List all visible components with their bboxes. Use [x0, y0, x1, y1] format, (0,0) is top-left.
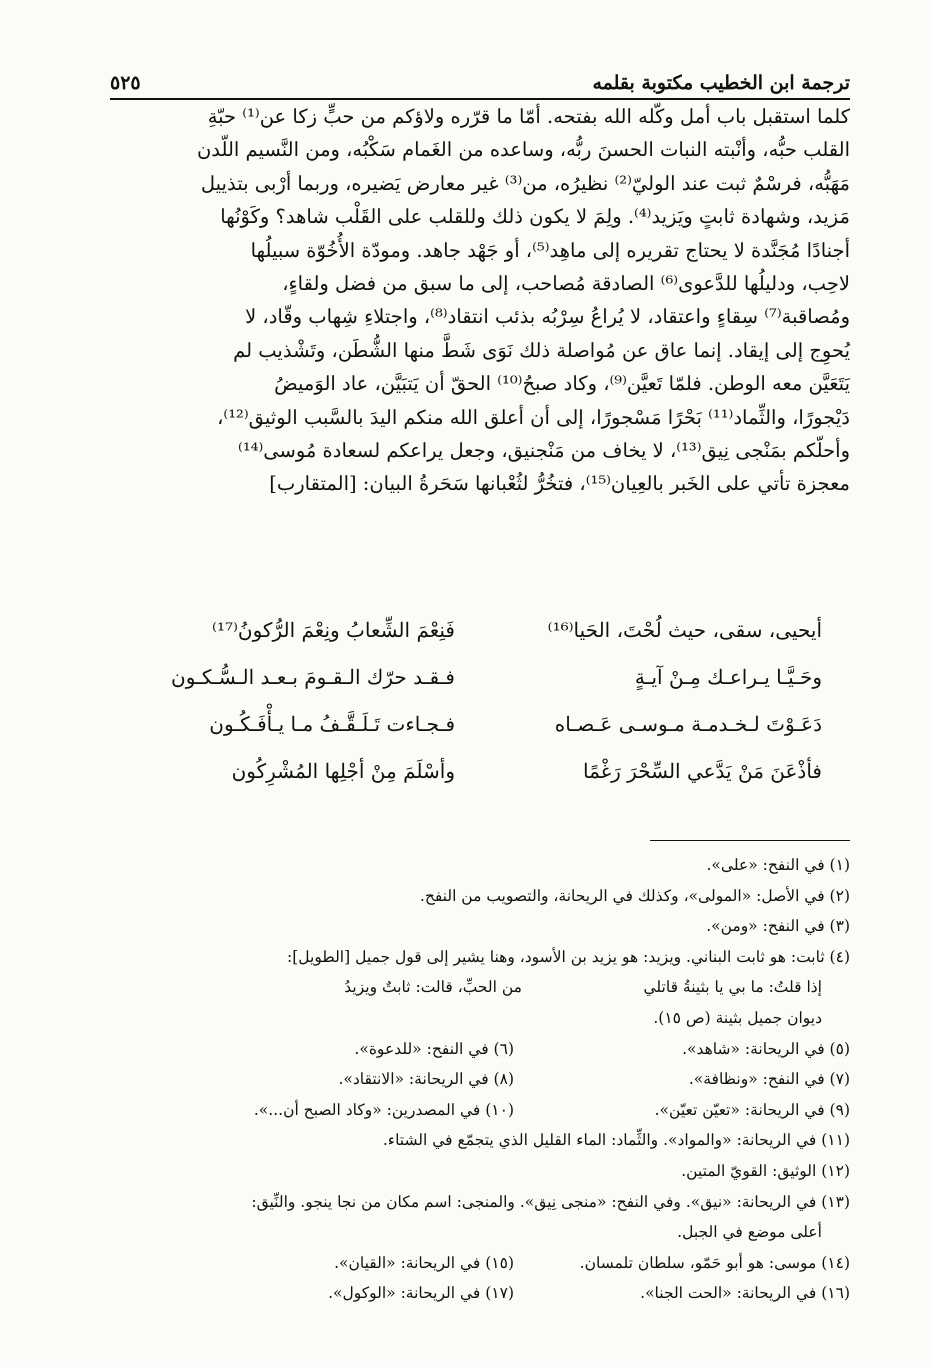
footnote: (٦) في النفح: «للدعوة».: [354, 1039, 514, 1058]
prose-line: ومُصاقبة⁽⁷⁾ سِقاءٍ واعتقاد، لا يُراعُ سِرْبُه بذئب انتقاد⁽⁸⁾، واجتلاءِ شِهاب وقّاد، لا: [245, 305, 850, 329]
prose-line: يُحوِج إلى إيقاد. إنما عاق عن مُواصلة ذلك نَوَى شَطَّ منها الشُّطَن، وتَشْذيب لم: [233, 338, 850, 362]
footnote: (٧) في النفح: «ونظافة».: [688, 1070, 850, 1089]
footnote: (١٢) الوثيق: القويّ المتين.: [681, 1161, 850, 1180]
footnote-verse-first: إذا قلتُ: ما بي يا بثينةُ قاتلي: [643, 978, 822, 997]
footnote: (٥) في الريحانة: «شاهد».: [682, 1039, 850, 1058]
verse-second-hemistich: فـقـد حرّك الـقـومَ بـعـد الـسُّـكـون: [171, 664, 455, 689]
prose-line: دَيْجورًا، والثِّماد⁽¹¹⁾ بَحْرًا مَسْجورًا، إلى أن أعلق الله منكم اليدَ بالسَّبب الوثيق⁽¹²⁾،: [217, 405, 850, 429]
footnote: (١٣) في الريحانة: «نيق». وفي النفح: «منجى نِيق». والمنجى: اسم مكان من نجا ينجو. والنِّيق:: [251, 1192, 850, 1211]
footnote: (٣) في النفح: «ومن».: [706, 917, 850, 936]
poem-verse: [125, 700, 822, 747]
prose-line: كلما استقبل باب أمل وكّله الله بفتحه. أمّا ما قرّره ولاؤكم من حبٍّ زكا عن⁽¹⁾ حبّةِ: [207, 105, 850, 128]
footnotes: [98, 850, 850, 1309]
verse-first-hemistich: وحَـيَّـا يـراعـك مِـنْ آيـةٍ: [634, 664, 822, 689]
prose-line: القلب حبُّه، وأنْبته النبات الحسنَ ربُّه، وساعده من الغَمام سَكْبُه، ومن النَّسيم اللّدن: [196, 138, 850, 162]
prose-line: لاحِب، ودليلُها للدَّعوى⁽⁶⁾ الصادقة مُصاحب، إلى ما سبق من فضل ولقاءٍ،: [282, 272, 850, 296]
poem: [125, 606, 822, 794]
footnote: (٤) ثابت: هو ثابت البناني. ويزيد: هو يزيد بن الأسود، وهنا يشير إلى قول جميل [الطويل]:: [287, 947, 850, 966]
poem-verse: [125, 747, 822, 794]
prose-line: وأحلّكم بمَنْجى نِيق⁽¹³⁾، لا يخاف من مَنْجنيق، وجعل يراعكم لسعادة مُوسى⁽¹⁴⁾: [238, 439, 850, 463]
poem-verse: [125, 606, 822, 653]
prose-line: أجنادًا مُجَنَّدة لا يحتاج تقريره إلى ماهِد⁽⁵⁾، أو جَهْد جاهد. ومودّة الأُخُوّة سبيلُها: [250, 238, 850, 262]
footnote: (٨) في الريحانة: «الانتقاد».: [338, 1070, 514, 1089]
footnote-continuation: أعلى موضع في الجبل.: [677, 1223, 822, 1242]
footnote-divider: [650, 840, 850, 841]
footnote: (١١) في الريحانة: «والمواد». والثِّماد: الماء القليل الذي يتجمّع في الشتاء.: [382, 1131, 850, 1150]
footnote: (١٥) في الريحانة: «القيان».: [334, 1253, 514, 1272]
footnote: (١٠) في المصدرين: «وكاد الصبح أن...».: [253, 1100, 514, 1119]
footnote-row: [98, 1095, 850, 1126]
footnote-row: [98, 1034, 850, 1065]
running-title: ترجمة ابن الخطيب مكتوبة بقلمه: [592, 72, 850, 94]
verse-first-hemistich: فأذْعَنَ مَنْ يَدَّعي السِّحْرَ رَغْمًا: [583, 758, 822, 783]
footnote-verse-second: من الحبِّ، قالت: ثابتٌ ويزيدُ: [344, 978, 522, 997]
main-prose: [108, 100, 850, 501]
footnote: (١) في النفح: «على».: [706, 856, 850, 874]
prose-line: معجزة تأتي على الخَبر بالعِيان⁽¹⁵⁾، فتخُرُّ لثُعْبانها سَحَرةُ البيان: [المتقارب]: [269, 472, 850, 496]
page-header: [110, 54, 850, 100]
prose-line: يَتَعَيَّن معه الوطن. فلمّا تَعيَّن⁽⁹⁾، وكاد صبحُ⁽¹⁰⁾ الحقّ أن يَتبَيَّن، عاد الوَميضُ: [274, 372, 850, 396]
prose-line: مَزيد، وشهادة ثابتٍ ويَزيد⁽⁴⁾. ولِمَ لا يكون ذلك وللقلب على القَلْب شاهد؟ وكَوْنُها: [220, 205, 850, 229]
footnote: (٢) في الأصل: «المولى»، وكذلك في الريحانة، والتصويب من النفح.: [419, 886, 850, 905]
prose-line: مَهَبُّه، فرسْمٌ ثبت عند الوليّ⁽²⁾ نظيرُه، من⁽³⁾ غير معارض يَضيره، وربما أرْبى بتذييل: [200, 171, 850, 195]
footnote: (١٧) في الريحانة: «الوكول».: [328, 1284, 514, 1303]
footnote: (١٤) موسى: هو أبو حَمّو، سلطان تلمسان.: [579, 1253, 850, 1272]
footnote-row: [98, 1064, 850, 1095]
verse-first-hemistich: أيحيى، سقى، حيث لُحْتَ، الحَيا⁽¹⁶⁾: [547, 617, 822, 642]
footnote-verse: [98, 972, 850, 1003]
verse-second-hemistich: وأسْلَمَ مِنْ أجْلِها المُشْرِكُون: [231, 758, 455, 783]
page-number: ٥٢٥: [110, 72, 141, 94]
poem-verse: [125, 653, 822, 700]
footnote: (٩) في الريحانة: «تعيّن تعيّن».: [654, 1100, 850, 1119]
verse-first-hemistich: دَعَـوْتَ لـخـدمـة مـوسـى عَـصـاه: [554, 711, 822, 736]
footnote-row: [98, 1278, 850, 1309]
verse-second-hemistich: فَنِعْمَ الشِّعابُ ونِعْمَ الرُّكونُ⁽¹⁷⁾: [212, 617, 455, 642]
footnote: (١٦) في الريحانة: «الحت الجنا».: [640, 1284, 850, 1303]
footnote-row: [98, 1248, 850, 1279]
footnote-source: ديوان جميل بثينة (ص ١٥).: [653, 1008, 822, 1027]
verse-second-hemistich: فـجـاءت تَـلَـقَّـفُ مـا يـأْفَـكُـون: [209, 711, 455, 736]
